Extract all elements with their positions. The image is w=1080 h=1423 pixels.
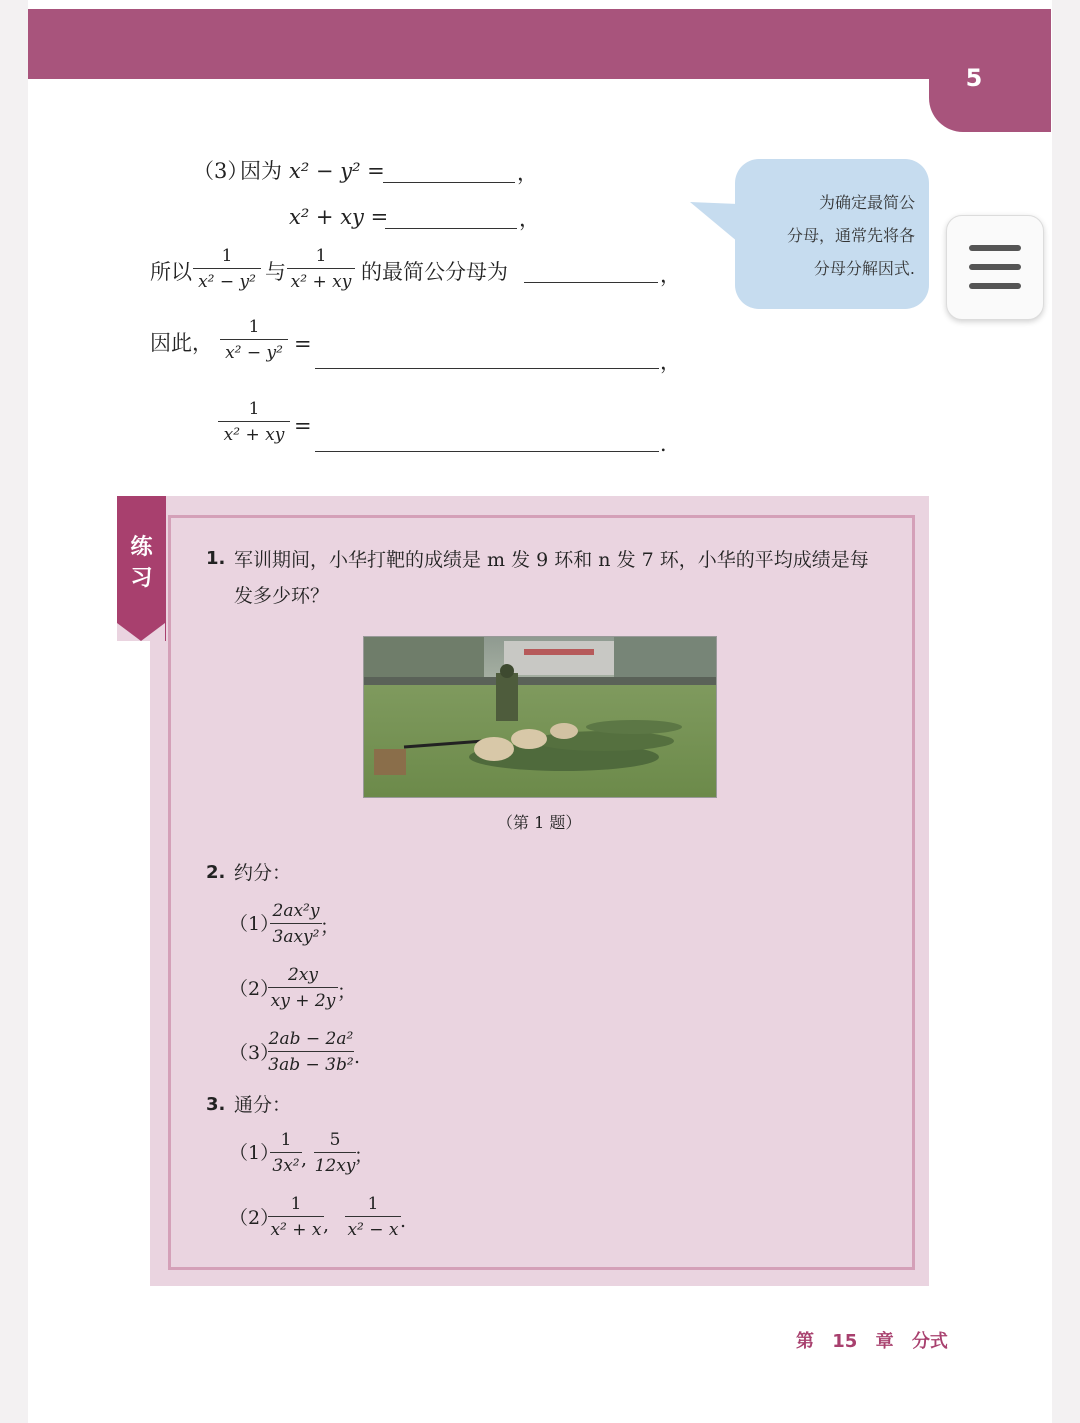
- hence-text: 因此，: [150, 331, 213, 355]
- q1-number: 1.: [206, 548, 226, 569]
- q1-line2: 发多少环？: [234, 585, 330, 607]
- answer-blank-1[interactable]: [383, 182, 515, 183]
- q3-item-label: （2）: [229, 1207, 280, 1229]
- hamburger-icon: [969, 283, 1021, 289]
- q2-title: 约分：: [234, 862, 292, 884]
- tip-text: [750, 186, 915, 285]
- fraction-a: [220, 316, 288, 364]
- q2-item-label: （2）: [229, 978, 280, 1000]
- comma: ，: [517, 161, 538, 185]
- q2-item-label: （3）: [229, 1042, 280, 1064]
- tip-line: 为确定最简公: [818, 193, 915, 212]
- lcd-text: 的最简公分母为: [361, 260, 508, 284]
- fraction-numerator: 1: [221, 246, 233, 266]
- header-bar: [28, 9, 1051, 79]
- exercise-tag-label: 练 习: [130, 535, 153, 591]
- q3-fraction-b: 1 x² − x: [345, 1193, 401, 1241]
- equals-sign: =: [294, 414, 312, 438]
- comma: ，: [660, 263, 681, 287]
- answer-blank-5[interactable]: [315, 451, 659, 452]
- fraction-denominator: x² + xy: [223, 425, 285, 445]
- chapter-number: 第 15 章: [796, 1331, 894, 1352]
- q2-item-label: （1）: [229, 913, 280, 935]
- q3-title: 通分：: [234, 1094, 292, 1116]
- q1-line1: 军训期间，小华打靶的成绩是 m 发 9 环和 n 发 7 环，小华的平均成绩是每: [234, 549, 869, 571]
- menu-button[interactable]: [946, 215, 1044, 320]
- chapter-title: 分式: [911, 1331, 948, 1352]
- fraction-a: [193, 245, 261, 293]
- hamburger-icon: [969, 245, 1021, 251]
- answer-blank-2[interactable]: [385, 228, 517, 229]
- fraction-numerator: 1: [248, 317, 260, 337]
- fraction-denominator: x² − y²: [225, 343, 283, 363]
- fraction-b: [218, 398, 290, 446]
- q3-fraction-a: 1 x² + x: [268, 1193, 324, 1241]
- comma: ，: [660, 350, 681, 374]
- q3-item-end: ；: [354, 1145, 374, 1167]
- part3-because: 因为: [240, 159, 282, 183]
- tip-line: 分母分解因式.: [813, 259, 915, 278]
- q3-fraction-a: 1 3x²: [270, 1129, 302, 1177]
- q3-fraction-b: 5 12xy: [314, 1130, 356, 1176]
- q2-fraction: 2ab − 2a² 3ab − 3b²: [268, 1029, 354, 1075]
- q2-item-end: ；: [337, 981, 357, 1003]
- q3-item-label: （1）: [229, 1142, 280, 1164]
- fraction-numerator: 1: [315, 246, 327, 266]
- answer-blank-4[interactable]: [315, 368, 659, 369]
- q2-fraction: 2ax²y 3axy²: [270, 900, 322, 948]
- fraction-numerator: 1: [248, 399, 260, 419]
- photo-caption: （第 1 题）: [497, 813, 582, 832]
- equals-sign: =: [294, 332, 312, 356]
- training-photo: [363, 636, 717, 798]
- tip-line: 分母，通常先将各: [786, 226, 915, 245]
- q3-number: 3.: [206, 1094, 226, 1115]
- fraction-b: [287, 245, 355, 293]
- separator: ,: [301, 1148, 308, 1170]
- q2-fraction: 2xy xy + 2y: [268, 964, 338, 1012]
- page-number: 5: [965, 64, 983, 92]
- comma: ，: [519, 207, 540, 231]
- separator: ,: [323, 1214, 330, 1236]
- with-text: 与: [265, 260, 286, 284]
- fraction-denominator: x² + xy: [290, 272, 352, 292]
- fraction-denominator: x² − y²: [198, 272, 256, 292]
- q2-item-end: .: [354, 1046, 361, 1068]
- hamburger-icon: [969, 264, 1021, 270]
- part3-expr1: x² − y² =: [289, 159, 385, 183]
- q3-item-end: .: [400, 1210, 407, 1232]
- answer-blank-3[interactable]: [524, 282, 658, 283]
- q2-item-end: ；: [320, 916, 340, 938]
- q2-number: 2.: [206, 862, 226, 883]
- part3-label: （3）: [193, 159, 249, 183]
- so-text: 所以: [150, 260, 192, 284]
- chapter-footer: [796, 1327, 948, 1353]
- period: ．: [660, 432, 681, 456]
- exercise-tag-notch: [117, 623, 165, 641]
- part3-expr2: x² + xy =: [289, 205, 389, 229]
